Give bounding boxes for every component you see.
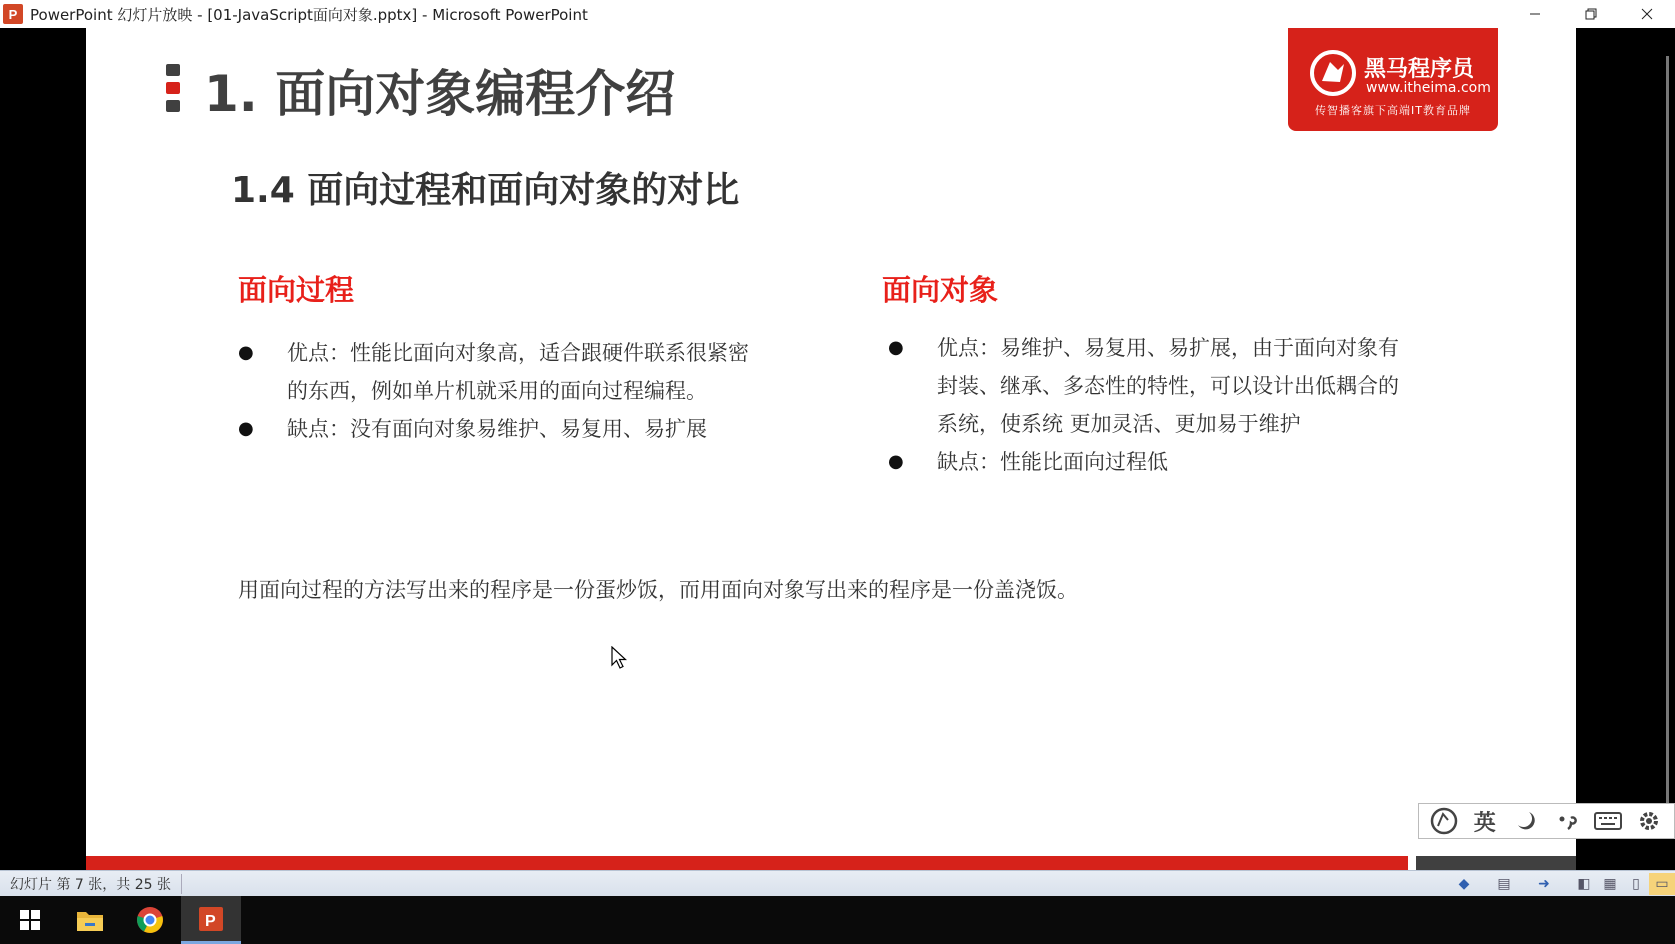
previous-slide-button[interactable] [1451,873,1477,895]
restore-icon [1585,8,1597,20]
status-bar [0,870,1675,896]
list-item [888,443,1408,481]
gear-icon [1637,809,1661,833]
slide-menu-button[interactable] [1491,873,1517,895]
slide-menu-icon: ▤ [1497,876,1511,892]
keyboard-icon [1594,811,1622,831]
list-item-line: 封装、继承、多态性的特性，可以设计出低耦合的 [937,374,1399,398]
taskbar-chrome[interactable] [120,896,180,944]
reading-view-button[interactable] [1623,873,1649,895]
list-item [238,410,758,448]
start-button[interactable] [0,896,60,944]
arrow-right-icon: ➜ [1538,876,1550,892]
minimize-icon [1529,8,1541,20]
slide-title: 1. 面向对象编程介绍 [204,65,676,123]
footer-dark-bar [1416,856,1576,870]
list-item-line: 的东西，例如单片机就采用的面向过程编程。 [287,379,707,403]
window-title: PowerPoint 幻灯片放映 - [01-JavaScript面向对象.pptx] - Microsoft PowerPoint [30,5,588,24]
windows-icon [19,909,41,931]
slide-subtitle: 1.4 面向过程和面向对象的对比 [231,170,740,211]
slide-sorter-icon: ▦ [1603,876,1617,892]
ime-language-toggle[interactable]: 英 [1473,810,1496,836]
procedural-heading: 面向过程 [238,273,355,307]
list-item-line: 缺点：性能比面向过程低 [937,450,1168,474]
scrollbar-thumb[interactable] [1666,56,1669,816]
powerpoint-icon: P [3,4,23,24]
oop-heading: 面向对象 [882,273,999,307]
brand-logo [1288,28,1498,131]
close-icon [1641,8,1653,20]
punctuation-icon [1556,810,1578,832]
view-controls [1451,871,1675,897]
minimize-button[interactable] [1507,0,1563,28]
list-item-line: 优点：易维护、易复用、易扩展，由于面向对象有 [937,336,1399,360]
close-button[interactable] [1619,0,1675,28]
ime-logo-icon [1429,806,1459,836]
summary-text: 用面向过程的方法写出来的程序是一份蛋炒饭，而用面向对象写出来的程序是一份盖浇饭。 [238,578,1078,602]
procedural-list [238,334,758,448]
ime-keyboard-button[interactable] [1590,806,1626,836]
slideshow-icon: ▭ [1655,876,1669,892]
list-item-line: 优点：性能比面向对象高，适合跟硬件联系很紧密 [287,341,749,365]
list-item-line: 系统，使系统 更加灵活、更加易于维护 [937,412,1301,436]
normal-view-icon: ◧ [1577,876,1591,892]
folder-icon [76,908,104,932]
slideshow-area [0,28,1675,870]
slide[interactable] [86,28,1576,870]
normal-view-button[interactable] [1571,873,1597,895]
taskbar-powerpoint[interactable] [181,896,241,944]
title-bar [0,0,1675,28]
taskbar-file-explorer[interactable] [60,896,120,944]
title-decoration [166,64,180,118]
list-item [238,334,758,410]
logo-name: 黑马程序员 [1364,57,1475,82]
list-item [888,329,1408,443]
moon-icon [1515,810,1537,832]
oop-list [888,329,1408,481]
mouse-cursor-icon [611,646,627,670]
footer-accent-bar [86,856,1408,870]
scrollbar[interactable] [1662,56,1675,898]
logo-slogan: 传智播客旗下高端IT教育品牌 [1315,104,1471,117]
ime-halfwidth-button[interactable] [1508,806,1544,836]
list-item-line: 缺点：没有面向对象易维护、易复用、易扩展 [287,417,707,441]
restore-button[interactable] [1563,0,1619,28]
horse-logo-icon [1308,48,1358,98]
taskbar [0,896,1675,944]
slide-sorter-button[interactable] [1597,873,1623,895]
ime-logo-button[interactable] [1426,806,1462,836]
powerpoint-taskbar-icon [197,905,225,933]
slideshow-view-button[interactable] [1649,873,1675,895]
ime-toolbar [1418,803,1675,839]
chrome-icon [136,906,164,934]
arrow-left-icon: ◆ [1458,876,1470,892]
logo-url: www.itheima.com [1366,80,1491,96]
slide-counter: 幻灯片 第 7 张，共 25 张 [10,874,182,894]
next-slide-button[interactable] [1531,873,1557,895]
window-controls [1507,0,1675,28]
reading-view-icon: ▯ [1632,876,1640,892]
ime-settings-button[interactable] [1631,806,1667,836]
svg-text:P: P [205,912,216,930]
ime-punctuation-button[interactable] [1549,806,1585,836]
